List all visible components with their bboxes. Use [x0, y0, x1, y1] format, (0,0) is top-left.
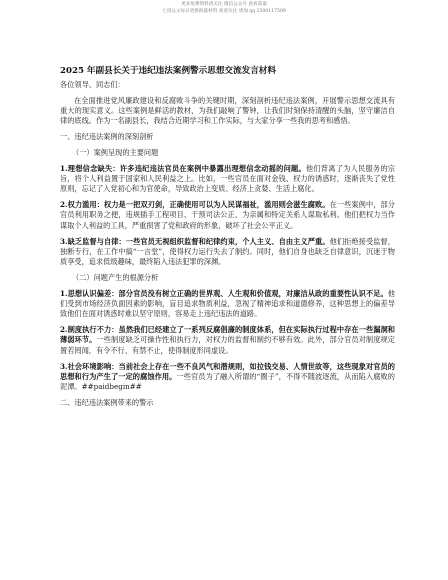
paragraph-text: 他们拒绝接受监督，独断专行，在工作中搞“一言堂”，使得权力运行失去了制约。同时，他们自身也缺乏自律意识，沉迷于物质享受，追求低级趣味，最终陷入违法犯罪的深渊。 — [60, 236, 395, 267]
paragraph — [60, 200, 395, 231]
paragraph — [60, 237, 395, 268]
paragraph — [60, 289, 395, 320]
document-title: 2025 年副县长关于违纪违法案例警示思想交流发言材料 — [60, 66, 276, 76]
paragraph-text: 一些官员为了融入所谓的“圈子”，不得不随波逐流，从而陷入腐败的泥潭。##paidbegin## — [60, 371, 395, 392]
paragraph-lead: 1.思想认识偏差：部分官员没有树立正确的世界观、人生观和价值观，对廉洁从政的重要性认识不足。 — [60, 288, 388, 298]
header-line: 更多免费资料请关注 微信公众号 查看获取 — [181, 2, 267, 7]
paragraph-text: 他们背离了为人民服务的宗旨，将个人利益置于国家和人民利益之上。比如，一些官员在面对金钱、权力的诱惑时，逐渐丧失了党性原则，忘记了入党初心和为官使命，导致政治上变质、经济上贪婪、生活上腐化。 — [60, 163, 395, 194]
paragraph-lead: 2.制度执行不力：虽然我们已经建立了一系列反腐倡廉的制度体系，但在实际执行过程中存在一些漏洞和薄弱环节。 — [60, 325, 395, 345]
paragraph-lead: 3.社会环境影响：当前社会上存在一些不良风气和潜规则，如拉钱交易、人情世故等，这些现象对官员的思想和行为产生了一定的腐蚀作用。 — [60, 361, 395, 381]
greeting: 各位领导、同志们： — [60, 80, 125, 89]
paragraph-lead: 3.缺乏监督与自律：一些官员无视组织监督和纪律约束，个人主义、自由主义严重。 — [60, 236, 330, 246]
paragraph-text: 一些制度缺乏可操作性和执行力，对权力的监督和制约不够有效。此外，部分官员对制度规定置若罔闻，有令不行、有禁不止，使得制度形同虚设。 — [60, 335, 395, 355]
section-heading: 二、违纪违法案例带来的警示 — [60, 397, 154, 407]
paragraph — [60, 362, 395, 393]
paragraph — [60, 164, 395, 195]
section-heading: 一、违纪违法案例的深刻剖析 — [60, 132, 154, 142]
subsection-heading: （二）问题产生的根源分析 — [72, 272, 159, 282]
paragraph — [60, 325, 395, 356]
paragraph-text: 在一些案例中，部分官员利用职务之便，违规插手工程项目、干预司法公正、为亲属和特定关系人谋取私利。他们把权力当作谋取个人利益的工具，严重损害了党和政府的形象，破坏了社会公平正义。 — [60, 200, 395, 230]
subsection-heading: （一）案例呈现的主要问题 — [72, 147, 159, 157]
header-subline: 七哥公文每日更新海量材料 欢迎关注 请加 qq 2500117509 — [162, 9, 286, 14]
paragraph-text: 他们受到市场经济负面因素的影响，盲目追求物质利益，忽视了精神追求和道德修养，这种思想上的偏差导致他们在面对诱惑时难以坚守原则，容易走上违纪违法的道路。 — [60, 288, 395, 319]
document-body — [60, 80, 395, 414]
paragraph-lead: 2.权力滥用：权力是一把双刃剑，正确使用可以为人民谋福祉，滥用则会滋生腐败。 — [60, 200, 330, 210]
intro-paragraph: 在全面推进党风廉政建设和反腐败斗争的关键时期，深刻剖析违纪违法案例，开展警示思想交流具有重大的现实意义。这些案例是鲜活的教材，为我们敲响了警钟，让我们时刻保持清醒的头脑，坚守廉洁自律的底线。作为一名副县长，我结合近期学习和工作实际，与大家分享一些我的思考和感悟。 — [60, 95, 395, 126]
paragraph-lead: 1.理想信念缺失：许多违纪违法官员在案例中暴露出理想信念动摇的问题。 — [60, 163, 306, 173]
